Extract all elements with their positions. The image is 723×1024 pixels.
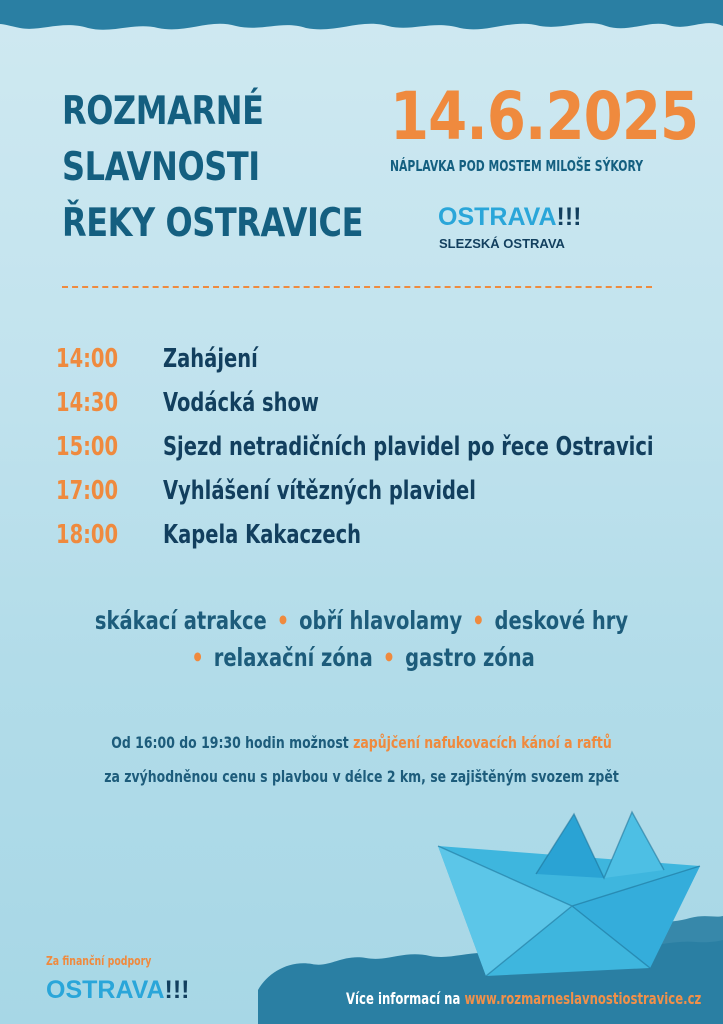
schedule-row <box>56 476 716 520</box>
website-link[interactable]: www.rozmarneslavnostiostravice.cz <box>464 989 702 1008</box>
event-date: 14.6.2025 <box>390 78 699 155</box>
schedule-event: Vodácká show <box>163 388 319 418</box>
schedule-event: Zahájení <box>163 344 258 374</box>
rental-info-line-1 <box>80 726 644 760</box>
bullet-icon: • <box>276 606 290 635</box>
top-wave <box>0 0 723 30</box>
rental-info-highlight: zapůjčení nafukovacích kánoí a raftů <box>353 733 612 752</box>
bullet-icon: • <box>472 606 485 635</box>
activities-list <box>0 602 723 676</box>
rental-info <box>0 726 723 794</box>
logo-exclaim: !!! <box>556 203 582 231</box>
support-label: Za finanční podpory <box>46 954 152 968</box>
schedule-row <box>56 344 716 388</box>
title-line-1: ROZMARNÉ <box>62 89 264 134</box>
logo-word: OSTRAVA <box>46 976 165 1004</box>
event-venue: NÁPLAVKA POD MOSTEM MILOŠE SÝKORY <box>390 157 644 175</box>
schedule-row <box>56 520 716 564</box>
activities-line-1 <box>80 602 644 639</box>
schedule-event: Sjezd netradičních plavidel po řece Ostravici <box>163 432 654 462</box>
schedule-time: 15:00 <box>56 432 119 462</box>
schedule <box>56 344 716 564</box>
schedule-event: Vyhlášení vítězných plavidel <box>163 476 476 506</box>
activity-item: gastro zóna <box>405 643 535 672</box>
schedule-time: 18:00 <box>56 520 119 550</box>
activities-line-2 <box>80 639 644 676</box>
logo-exclaim: !!! <box>164 976 190 1004</box>
district-name: SLEZSKÁ OSTRAVA <box>439 236 565 251</box>
schedule-row <box>56 432 716 476</box>
festival-title <box>62 84 363 252</box>
schedule-time: 17:00 <box>56 476 119 506</box>
activity-item: skákací atrakce <box>94 606 267 635</box>
title-line-3: ŘEKY OSTRAVICE <box>62 201 364 246</box>
dashed-divider <box>62 286 652 288</box>
schedule-row <box>56 388 716 432</box>
bullet-icon: • <box>382 643 396 672</box>
more-info <box>346 989 701 1008</box>
rental-info-text: Od 16:00 do 19:30 hodin možnost <box>111 733 354 752</box>
logo-word: OSTRAVA <box>438 203 557 231</box>
activity-item: relaxační zóna <box>213 643 373 672</box>
schedule-event: Kapela Kakaczech <box>163 520 362 550</box>
bullet-icon: • <box>191 643 204 672</box>
activity-item: obří hlavolamy <box>299 606 463 635</box>
ostrava-logo <box>438 203 582 232</box>
rental-info-line-2: za zvýhodněnou cenu s plavbou v délce 2 km, se zajištěným svozem zpět <box>104 767 619 786</box>
schedule-time: 14:00 <box>56 344 119 374</box>
title-line-2: SLAVNOSTI <box>62 145 260 190</box>
ostrava-logo-bottom <box>46 976 190 1005</box>
activity-item: deskové hry <box>494 606 629 635</box>
more-info-label: Více informací na <box>346 989 461 1008</box>
schedule-time: 14:30 <box>56 388 119 418</box>
